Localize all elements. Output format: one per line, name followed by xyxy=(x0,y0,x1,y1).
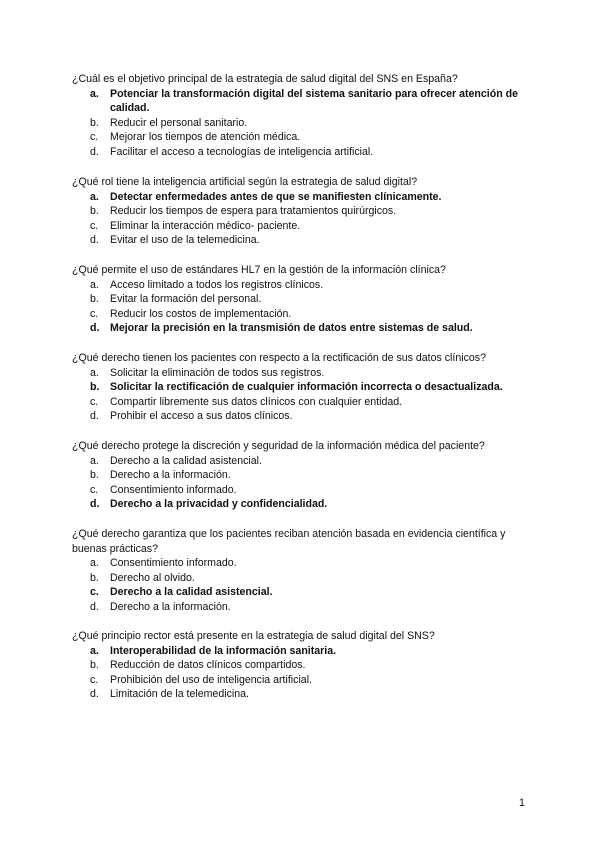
option-c xyxy=(72,130,532,145)
option-list xyxy=(72,454,532,512)
question-6 xyxy=(72,527,532,615)
question-stem: ¿Cuál es el objetivo principal de la estrategia de salud digital del SNS en España? xyxy=(72,73,458,85)
option-text: Reducir los costos de implementación. xyxy=(110,307,292,320)
option-letter: a. xyxy=(90,87,99,100)
option-d xyxy=(72,321,532,336)
option-a xyxy=(72,556,532,571)
option-text: Evitar el uso de la telemedicina. xyxy=(110,234,260,247)
option-list xyxy=(72,190,532,248)
question-stem: ¿Qué principio rector está presente en la estrategia de salud digital del SNS? xyxy=(72,630,435,642)
option-text: Detectar enfermedades antes de que se manifiesten clínicamente. xyxy=(110,190,442,203)
question-stem: ¿Qué derecho protege la discreción y seguridad de la información médica del paciente? xyxy=(72,440,485,452)
option-text: Reducción de datos clínicos compartidos. xyxy=(110,659,306,672)
option-letter: a. xyxy=(90,190,99,203)
option-letter: b. xyxy=(90,293,99,306)
option-letter: d. xyxy=(90,145,99,158)
option-text: Derecho a la privacidad y confidencialidad. xyxy=(110,498,328,511)
question-7 xyxy=(72,629,532,702)
option-text: Compartir libremente sus datos clínicos con cualquier entidad. xyxy=(110,395,403,408)
question-2 xyxy=(72,175,532,248)
question-stem: ¿Qué permite el uso de estándares HL7 en la gestión de la información clínica? xyxy=(72,264,446,276)
option-list xyxy=(72,87,532,160)
option-letter: b. xyxy=(90,571,99,584)
option-letter: b. xyxy=(90,659,99,672)
option-a xyxy=(72,366,532,381)
option-letter: b. xyxy=(90,205,99,218)
option-letter: d. xyxy=(90,410,99,423)
option-text: Prohibición del uso de inteligencia artificial. xyxy=(110,673,312,686)
option-text: Derecho a la información. xyxy=(110,469,231,482)
option-d xyxy=(72,409,532,424)
option-text: Consentimiento informado. xyxy=(110,557,237,570)
option-text: Limitación de la telemedicina. xyxy=(110,688,249,701)
option-c xyxy=(72,673,532,688)
option-list xyxy=(72,644,532,702)
option-letter: d. xyxy=(90,322,100,335)
option-text: Solicitar la eliminación de todos sus registros. xyxy=(110,366,325,379)
option-letter: c. xyxy=(90,219,99,232)
option-text: Derecho al olvido. xyxy=(110,571,195,584)
option-letter: d. xyxy=(90,688,99,701)
option-b xyxy=(72,204,532,219)
question-stem: ¿Qué derecho garantiza que los pacientes reciban atención basada en evidencia científica y buenas prácticas? xyxy=(72,528,506,555)
option-d xyxy=(72,497,532,512)
page-number: 1 xyxy=(519,797,525,809)
option-b xyxy=(72,116,532,131)
option-text: Solicitar la rectificación de cualquier información incorrecta o desactualizada. xyxy=(110,381,503,394)
question-stem: ¿Qué derecho tienen los pacientes con respecto a la rectificación de sus datos clínicos? xyxy=(72,352,486,364)
option-list xyxy=(72,366,532,424)
option-letter: b. xyxy=(90,116,99,129)
option-text: Mejorar los tiempos de atención médica. xyxy=(110,131,301,144)
option-d xyxy=(72,687,532,702)
option-text: Potenciar la transformación digital del sistema sanitario para ofrecer atención de calidad. xyxy=(110,87,518,115)
option-a xyxy=(72,278,532,293)
option-c xyxy=(72,585,532,600)
option-letter: c. xyxy=(90,131,99,144)
option-letter: c. xyxy=(90,483,99,496)
option-d xyxy=(72,145,532,160)
option-letter: a. xyxy=(90,454,99,467)
option-letter: a. xyxy=(90,557,99,570)
option-b xyxy=(72,658,532,673)
option-text: Evitar la formación del personal. xyxy=(110,293,262,306)
option-letter: c. xyxy=(90,586,99,599)
option-c xyxy=(72,483,532,498)
option-letter: b. xyxy=(90,381,100,394)
option-letter: a. xyxy=(90,644,99,657)
option-letter: b. xyxy=(90,469,99,482)
option-c xyxy=(72,395,532,410)
option-text: Consentimiento informado. xyxy=(110,483,237,496)
option-text: Reducir los tiempos de espera para tratamientos quirúrgicos. xyxy=(110,205,397,218)
option-letter: d. xyxy=(90,234,99,247)
question-1 xyxy=(72,72,532,160)
option-b xyxy=(72,571,532,586)
option-letter: c. xyxy=(90,395,99,408)
option-letter: c. xyxy=(90,673,99,686)
question-4 xyxy=(72,351,532,424)
option-letter: d. xyxy=(90,498,100,511)
option-a xyxy=(72,644,532,659)
option-d xyxy=(72,233,532,248)
option-letter: c. xyxy=(90,307,99,320)
option-text: Interoperabilidad de la información sanitaria. xyxy=(110,644,337,657)
option-b xyxy=(72,380,532,395)
option-letter: d. xyxy=(90,600,99,613)
option-list xyxy=(72,556,532,614)
question-3 xyxy=(72,263,532,336)
option-a xyxy=(72,454,532,469)
option-letter: a. xyxy=(90,366,99,379)
question-stem: ¿Qué rol tiene la inteligencia artificial según la estrategia de salud digital? xyxy=(72,176,418,188)
option-text: Derecho a la calidad asistencial. xyxy=(110,586,273,599)
option-c xyxy=(72,307,532,322)
question-5 xyxy=(72,439,532,512)
option-text: Acceso limitado a todos los registros clínicos. xyxy=(110,278,324,291)
option-a xyxy=(72,87,532,116)
option-list xyxy=(72,278,532,336)
option-text: Reducir el personal sanitario. xyxy=(110,116,248,129)
option-text: Derecho a la información. xyxy=(110,600,231,613)
option-b xyxy=(72,292,532,307)
option-d xyxy=(72,600,532,615)
option-b xyxy=(72,468,532,483)
option-text: Mejorar la precisión en la transmisión de datos entre sistemas de salud. xyxy=(110,322,473,335)
option-text: Derecho a la calidad asistencial. xyxy=(110,454,262,467)
option-letter: a. xyxy=(90,278,99,291)
option-a xyxy=(72,190,532,205)
option-text: Eliminar la interacción médico- paciente. xyxy=(110,219,301,232)
option-text: Facilitar el acceso a tecnologías de inteligencia artificial. xyxy=(110,145,374,158)
option-c xyxy=(72,219,532,234)
option-text: Prohibir el acceso a sus datos clínicos. xyxy=(110,410,293,423)
